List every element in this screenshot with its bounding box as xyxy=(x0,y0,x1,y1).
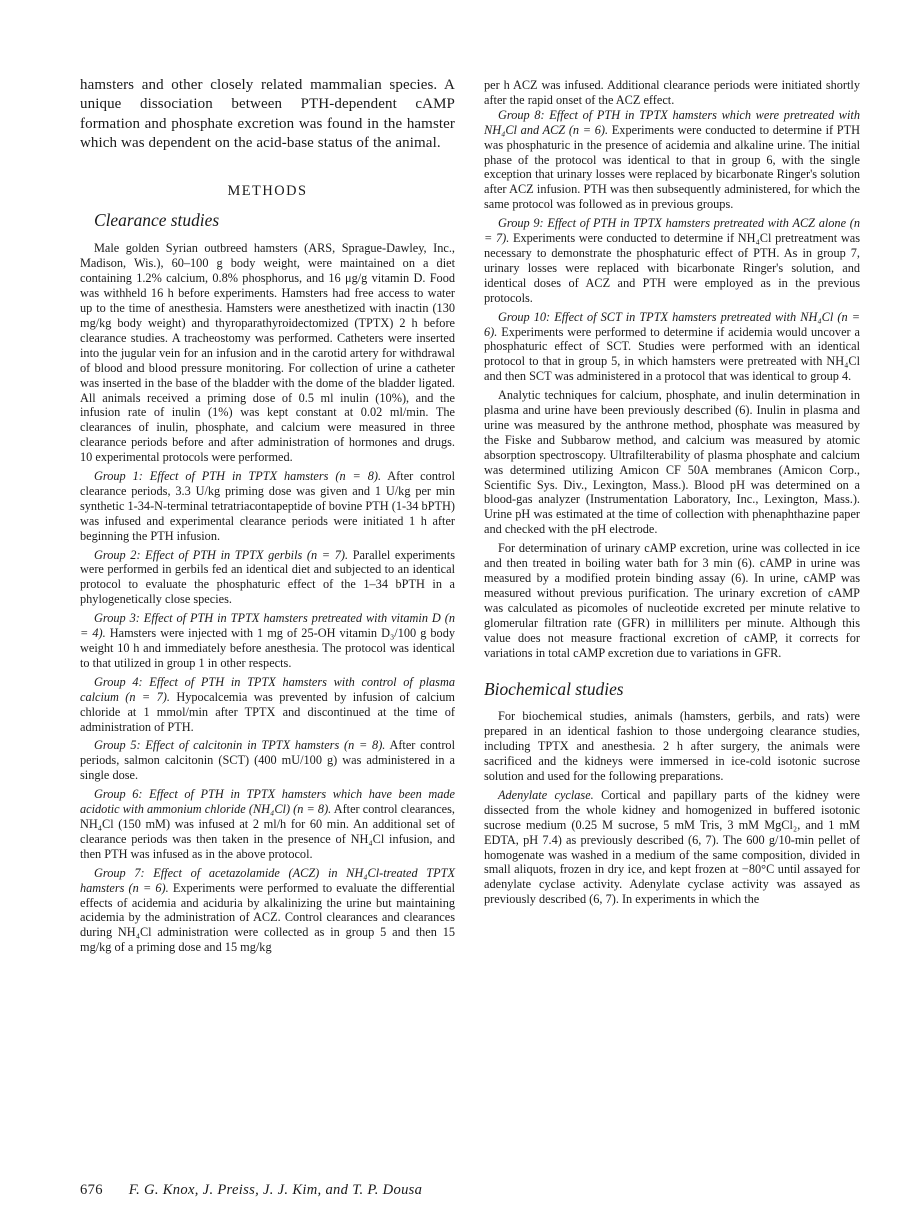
group-6-text: After control clearances, NH₄Cl (150 mM) was infused at 2 ml/h for 60 min. An additional set of clearance periods was then taken in the presence of NH₄Cl infusion, and then PTH was infused as in the above protocol. xyxy=(80,802,455,861)
group-5-paragraph xyxy=(80,738,455,783)
right-column xyxy=(484,78,860,907)
biochemical-studies-heading: Biochemical studies xyxy=(484,679,624,700)
group-9-text: Experiments were conducted to determine if NH₄Cl pretreatment was necessary to demonstrate the phosphaturic effect of PTH. As in group 7, urinary losses were replaced with bicarbonate Ringer's solution, and identical doses of ACZ and PTH were employed as in the previous protocols. xyxy=(484,231,860,305)
group-1-title: Group 1: Effect of PTH in TPTX hamsters (n = 8). xyxy=(94,469,382,484)
group-8-title: Group 8: Effect of PTH in TPTX hamsters which were pretreated with NH₄Cl and ACZ (n = 6). xyxy=(484,107,860,137)
clearance-studies-heading: Clearance studies xyxy=(94,209,220,230)
running-authors: F. G. Knox, J. Preiss, J. J. Kim, and T. P. Dousa xyxy=(128,1182,423,1198)
adenylate-cyclase-text: Cortical and papillary parts of the kidney were dissected from the whole kidney and homogenized in buffered isotonic sucrose medium (0.25 M sucrose, 5 mM Tris, 3 mM MgCl₂, and 1 mM EDTA, pH 7.4) as previously described (6, 7). The 600 g/10-min pellet of homogenate was washed in a medium of the same composition, divided in small aliquots, frozen in dry ice, and kept frozen at −80°C until assayed for adenylate cyclase activity. Adenylate cyclase activity was assayed as previously described (6, 7). In experiments in which the xyxy=(484,787,860,907)
group-4-text: Hypocalcemia was prevented by infusion of calcium chloride at 1 mmol/min after TPTX and discontinued at the time of administration of PTH. xyxy=(80,689,455,734)
group-9-title: Group 9: Effect of PTH in TPTX hamsters pretreated with ACZ alone (n = 7). xyxy=(484,216,860,246)
group-7-paragraph xyxy=(80,866,455,955)
page-number: 676 xyxy=(80,1182,103,1198)
group-1-paragraph xyxy=(80,469,455,544)
group-8-text: Experiments were conducted to determine if PTH was phosphaturic in the presence of acidemia and alkaline urine. The initial phase of the protocol was identical to that in group 6, with the single exception that urinary losses were replaced by bicarbonate Ringer's solution after ACZ infusion. PTH was then subsequently administered, for which the same protocol was followed as in previous groups. xyxy=(484,122,861,212)
page-footer xyxy=(80,1182,840,1199)
group-3-text: Hamsters were injected with 1 mg of 25-OH vitamin D₃/100 g body weight 10 h and immediately before anesthesia. The protocol was identical to that utilized in group 1 in other respects. xyxy=(80,626,455,670)
group-10-paragraph xyxy=(484,310,860,385)
analytic-techniques-paragraph: Analytic techniques for calcium, phosphate, and inulin determination in plasma and urine have been previously described (6). Inulin in plasma and urine was measured by the anthrone method, phosphate was measured by the Fiske and Subbarow method, and calcium was measured by atomic absorption spectroscopy. Ultrafilterability of plasma phosphate and calcium was determined utilizing Amicon CF 50A membranes (Amicon Corp., Scientific Sys. Div., Lexington, Mass.). Blood pH was determined on a blood-gas analyzer (Instrumentation Laboratory, Inc., Lexington, Mass.). Urine pH was estimated at the time of collection with phenaphthazine paper and checked with the pH electrode. xyxy=(484,388,860,537)
group-8-paragraph xyxy=(484,108,860,212)
group-7-title: Group 7: Effect of acetazolamide (ACZ) in NH₄Cl-treated TPTX hamsters (n = 6). xyxy=(80,865,455,895)
group-9-paragraph xyxy=(484,216,860,305)
group-10-title: Group 10: Effect of SCT in TPTX hamsters pretreated with NH₄Cl (n = 6). xyxy=(484,309,860,339)
group-5-title: Group 5: Effect of calcitonin in TPTX hamsters (n = 8). xyxy=(94,738,386,753)
group-4-paragraph xyxy=(80,675,455,735)
group-10-text: Experiments were performed to determine if acidemia would uncover a phosphaturic effect of SCT. Studies were performed with an identical protocol to that in group 5, in which hamsters were pretreated with NH₄Cl and then SCT was administered in a protocol that was identical to group 4. xyxy=(484,324,860,384)
methods-heading: METHODS xyxy=(227,182,308,199)
group-6-title: Group 6: Effect of PTH in TPTX hamsters which have been made acidotic with ammonium chloride (NH₄Cl) (n = 8). xyxy=(80,787,455,817)
biochemical-paragraph: For biochemical studies, animals (hamsters, gerbils, and rats) were prepared in an identical fashion to those undergoing clearance studies, including TPTX and anesthesia. 2 h after surgery, the animals were sacrificed and the kidneys were immersed in ice-cold isotonic sucrose solution and used for the following preparations. xyxy=(484,709,860,783)
group-7-continuation: per h ACZ was infused. Additional clearance periods were initiated shortly after the rapid onset of the ACZ effect. xyxy=(484,78,860,107)
group-5-text: After control periods, salmon calcitonin (SCT) (400 mU/100 g) was administered in a single dose. xyxy=(80,738,455,783)
group-2-title: Group 2: Effect of PTH in TPTX gerbils (n = 7). xyxy=(94,547,349,562)
group-1-text: After control clearance periods, 3.3 U/kg priming dose was given and 1 U/kg per min synthetic 1-34-N-terminal tetratriacontapeptide of bovine PTH (1-34 bPTH) was infused and experimental clearance periods were initiated 1 h after beginning the PTH infusion. xyxy=(80,469,455,543)
group-7-text: Experiments were performed to evaluate the differential effects of acidemia and aciduria by alkalinizing the urine but maintaining acidemia by the administration of ACZ. Control clearances and clearances during NH₄Cl administration were collected as in group 5 and then 15 mg/kg of a priming dose and 15 mg/kg xyxy=(80,880,455,955)
adenylate-cyclase-title: Adenylate cyclase. xyxy=(498,787,594,802)
group-6-paragraph xyxy=(80,787,455,862)
group-3-title: Group 3: Effect of PTH in TPTX hamsters pretreated with vitamin D (n = 4). xyxy=(80,611,455,641)
intro-paragraph: hamsters and other closely related mammalian species. A unique dissociation between PTH-dependent cAMP formation and phosphate excretion was found in the hamster which was dependent on the acid-base status of the animal. xyxy=(80,77,455,152)
group-4-title: Group 4: Effect of PTH in TPTX hamsters with control of plasma calcium (n = 7). xyxy=(80,674,455,704)
adenylate-cyclase-paragraph xyxy=(484,788,860,907)
left-column xyxy=(80,76,455,955)
group-3-paragraph xyxy=(80,611,455,671)
group-2-text: Parallel experiments were performed in gerbils fed an identical diet and subjected to an identical protocol to evaluate the phosphaturic effect of the 1–34 bPTH in a phylogenetically close species. xyxy=(80,547,455,607)
clearance-paragraph: Male golden Syrian outbreed hamsters (ARS, Sprague-Dawley, Inc., Madison, Wis.), 60–100 g body weight, were maintained on a diet containing 1.2% calcium, 0.8% phosphorus, and 16 μg/g vitamin D. Food was withheld 16 h before experiments. Hamsters had free access to water up to the time of anesthesia. Hamsters were anesthetized with inactin (130 mg/kg body weight) and thyroparathyroidectomized (TPTX) 2 h before clearance studies. A tracheostomy was performed. Catheters were inserted into the jugular vein for an infusion and in the carotid artery for withdrawal of blood and blood pressure monitoring. For collection of urine a catheter was inserted in the base of the bladder with the dome of the bladder ligated. All animals received a priming dose of 0.5 ml inulin (10%), and the infusion rate of inulin (1%) was kept constant at 0.02 ml/min. The clearances of inulin, phosphate, and calcium were measured in three clearance periods before and after administration of hormones and drugs. 10 experimental protocols were performed. xyxy=(80,241,455,465)
group-2-paragraph xyxy=(80,548,455,608)
camp-paragraph: For determination of urinary cAMP excretion, urine was collected in ice and then treated in boiling water bath for 3 min (6). cAMP in urine was measured by a modified protein binding assay (6). In urine, cAMP was measured without previous purification. The urinary excretion of cAMP was calculated as picomoles of nucleotide excreted per minute relative to glomerular filtration rate (GFR) in milliliters per minute. Although this value does not measure fractional excretion of cAMP, it corrects for variations in total cAMP excretion due to variations in GFR. xyxy=(484,541,860,660)
